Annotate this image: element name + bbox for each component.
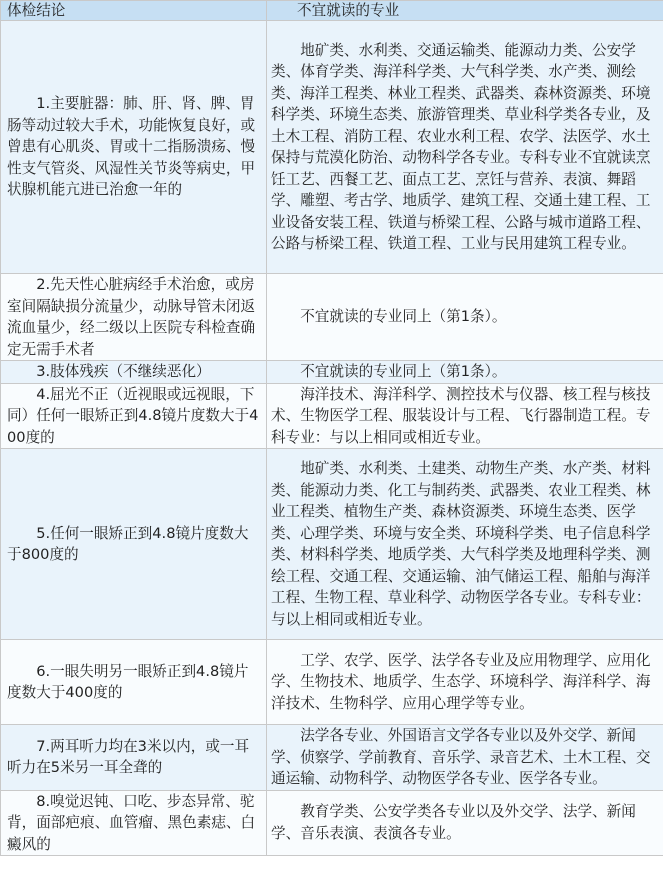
table-header-row — [1, 1, 663, 21]
majors-text: 工学、农学、医学、法学各专业及应用物理学、应用化学、生物技术、地质学、生态学、环境科学、海洋科学、海洋技术、生物科学、应用心理学等专业。 — [271, 651, 651, 712]
condition-cell — [1, 21, 267, 274]
majors-text: 不宜就读的专业同上（第1条）。 — [300, 308, 507, 326]
majors-text: 海洋技术、海洋科学、测控技术与仪器、核工程与核技术、生物医学工程、服装设计与工程、飞行器制造工程。专科专业：与以上相同或相近专业。 — [271, 385, 651, 446]
condition-text: 8.嗅觉迟钝、口吃、步态异常、驼背，面部疤痕、血管瘤、黑色素痣、白癜风的 — [7, 792, 256, 853]
condition-text: 1.主要脏器：肺、肝、肾、脾、胃肠等动过较大手术，功能恢复良好，或曾患有心肌炎、胃或十二指肠溃疡、慢性支气管炎、风湿性关节炎等病史，甲状腺机能亢进已治愈一年的 — [7, 95, 256, 199]
table-row — [1, 274, 663, 361]
condition-cell — [1, 449, 267, 640]
condition-cell — [1, 274, 267, 361]
majors-text: 法学各专业、外国语言文学各专业以及外交学、新闻学、侦察学、学前教育、音乐学、录音艺术、土木工程、交通运输、动物科学、动物医学各专业、医学各专业。 — [271, 727, 651, 787]
condition-text: 4.屈光不正（近视眼或远视眼，下同）任何一眼矫正到4.8镜片度数大于400度的 — [7, 385, 259, 446]
condition-text: 3.肢体残疾（不继续恶化） — [36, 363, 211, 380]
majors-text: 地矿类、水利类、交通运输类、能源动力类、公安学类、体育学类、海洋科学类、大气科学类、水产类、测绘类、海洋工程类、林业工程类、武器类、森林资源类、环境科学类、环境生态类、旅游管理类、草业科学类各专业，及土木工程、消防工程、农业水利工程、农学、法医学、水土保持与荒漠化防治、动物科学各专业。专科专业不宜就读烹饪工艺、西餐工艺、面点工艺、烹饪与营养、表演、舞蹈学、雕塑、考古学、地质学、建筑工程、交通土建工程、工业设备安装工程、铁道与桥梁工程、公路与城市道路工程、公路与桥梁工程、铁道工程、工业与民用建筑工程专业。 — [271, 41, 651, 252]
table-row — [1, 21, 663, 274]
table-row — [1, 790, 663, 856]
table-row — [1, 361, 663, 384]
majors-cell — [267, 449, 663, 640]
majors-cell — [267, 725, 663, 791]
condition-text: 5.任何一眼矫正到4.8镜片度数大于800度的 — [7, 524, 249, 563]
condition-cell — [1, 725, 267, 791]
header-majors: 不宜就读的专业 — [267, 1, 663, 21]
condition-text: 6.一眼失明另一眼矫正到4.8镜片度数大于400度的 — [7, 662, 249, 701]
condition-text: 2.先天性心脏病经手术治愈，或房室间隔缺损分流量少，动脉导管未闭返流血量少，经二级以上医院专科检查确定无需手术者 — [7, 276, 256, 358]
table-row — [1, 640, 663, 725]
majors-cell — [267, 640, 663, 725]
majors-text: 地矿类、水利类、土建类、动物生产类、水产类、材料类、能源动力类、化工与制药类、武器类、农业工程类、林业工程类、植物生产类、森林资源类、环境生态类、医学类、心理学类、环境与安全类、环境科学类、电子信息科学类、材料科学类、地质学类、大气科学类及地理科学类、测绘工程、交通工程、交通运输、油气储运工程、船舶与海洋工程、生物工程、草业科学、动物医学各专业。专科专业：与以上相同或相近专业。 — [271, 460, 651, 628]
majors-cell — [267, 361, 663, 384]
majors-text: 不宜就读的专业同上（第1条）。 — [300, 363, 507, 380]
majors-cell — [267, 383, 663, 449]
condition-cell — [1, 790, 267, 856]
majors-cell — [267, 790, 663, 856]
majors-cell — [267, 21, 663, 274]
condition-cell — [1, 640, 267, 725]
table-row — [1, 383, 663, 449]
table-row — [1, 449, 663, 640]
table-row — [1, 725, 663, 791]
header-conclusion: 体检结论 — [1, 1, 267, 21]
condition-cell — [1, 383, 267, 449]
condition-text: 7.两耳听力均在3米以内，或一耳听力在5米另一耳全聋的 — [7, 737, 250, 777]
majors-text: 教育学类、公安学类各专业以及外交学、法学、新闻学、音乐表演、表演各专业。 — [271, 803, 636, 842]
majors-cell — [267, 274, 663, 361]
condition-cell — [1, 361, 267, 384]
